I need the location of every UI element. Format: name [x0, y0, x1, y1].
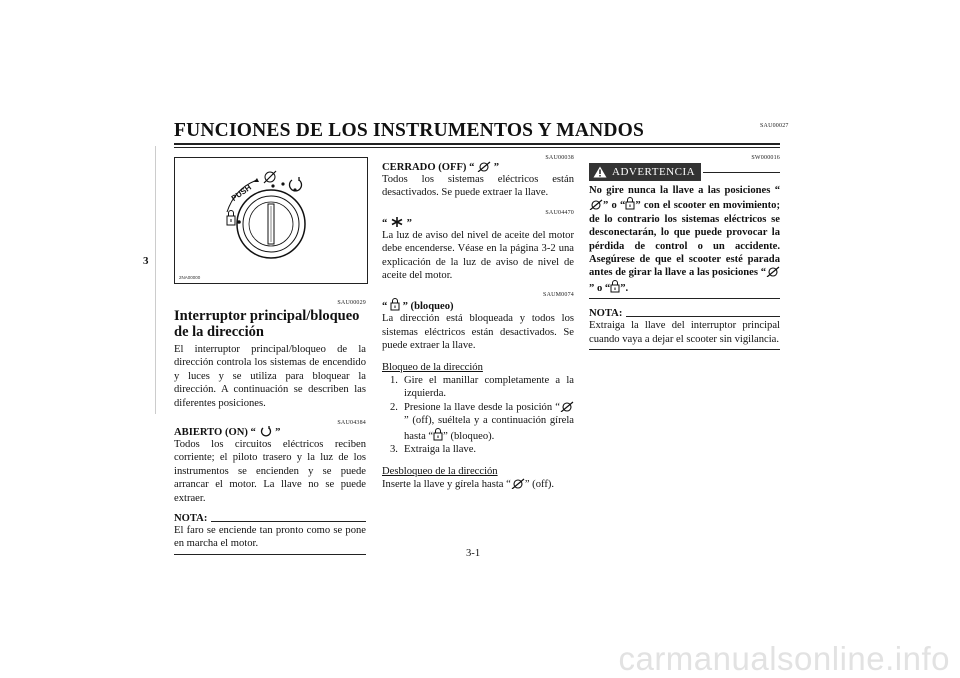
warning-banner — [589, 163, 780, 181]
lock-icon — [610, 280, 620, 293]
on-paragraph: Todos los circuitos eléctricos reciben corriente; el piloto trasero y la luz de los instrumentos se encienden y se puede arrancar el motor. La llave no se puede extraer. — [174, 439, 366, 504]
step-3: 3. Extraiga la llave. — [390, 444, 477, 456]
warning-label-box — [589, 163, 701, 181]
step-2: 2. Presione la llave desde la posición “” (off), suéltela y a continuación gírela hasta “ ” (bloqueo). — [390, 401, 574, 442]
watermark: carmanualsonline.info — [618, 640, 950, 677]
lock-paragraph: La dirección está bloqueada y todos los sistemas eléctricos están desactivados. Se puede extraer la llave. — [382, 313, 574, 352]
lock-icon — [390, 298, 400, 311]
title-rule-thin — [174, 147, 780, 148]
intro-paragraph: El interruptor principal/bloqueo de la dirección controla los sistemas de encendido y luces y se utiliza para bloquear la dirección. A continuación se describen las diferentes posiciones. — [174, 344, 366, 409]
step-1: 1. Gire el manillar completamente a la izquierda. — [390, 375, 574, 400]
title-code: SAU00027 — [760, 123, 789, 129]
nota-text: El faro se enciende tan pronto como se pone en marcha el motor. — [174, 525, 366, 550]
off-heading: CERRADO (OFF) “ ” — [382, 162, 499, 173]
chapter-tab — [140, 146, 155, 414]
ignition-switch-illustration — [175, 158, 367, 283]
section-code: SAU00029 — [337, 300, 366, 306]
off-crossed-icon — [560, 401, 574, 412]
lock-icon — [625, 197, 635, 210]
ignition-switch-figure — [174, 157, 368, 284]
column-2 — [382, 155, 574, 491]
oil-heading: “ ” — [382, 217, 412, 229]
off-code: SAU00038 — [545, 155, 574, 161]
figure-code: 2NA00000 — [179, 275, 201, 280]
on-code: SAU04384 — [337, 420, 366, 427]
nota-label: NOTA: — [174, 513, 208, 525]
desbloqueo-paragraph: Inserte la llave y gírela hasta “ ” (off). — [382, 478, 555, 490]
lock-icon — [433, 428, 443, 441]
section-heading: Interruptor principal/bloqueo de la dirección — [174, 308, 360, 340]
warning-triangle-icon — [593, 166, 607, 178]
push-label: PUSH — [229, 182, 254, 203]
chapter-number: 3 — [143, 255, 149, 267]
page-number: 3-1 — [466, 548, 481, 559]
oil-paragraph: La luz de aviso del nivel de aceite del motor debe encenderse. Véase en la página 3-2 una explicación de la luz de aviso de nivel de aceite del motor. — [382, 229, 574, 282]
off-crossed-icon — [589, 199, 603, 210]
off-crossed-icon — [264, 171, 276, 183]
warning-label: ADVERTENCIA — [612, 166, 696, 178]
lock-code: SAUM0074 — [543, 292, 574, 299]
off-paragraph: Todos los sistemas eléctricos están desactivados. Se puede extraer la llave. — [382, 174, 574, 199]
off-crossed-icon — [477, 161, 491, 172]
desbloqueo-title: Desbloqueo de la dirección — [382, 465, 498, 477]
warning-code: SW000016 — [751, 155, 780, 161]
title-rule — [174, 143, 780, 145]
nota-box-2 — [589, 308, 780, 319]
nota-label-2: NOTA: — [589, 308, 623, 320]
on-heading: ABIERTO (ON) “ ” — [174, 427, 281, 439]
nota-text-2: Extraiga la llave del interruptor principal cuando vaya a dejar el scooter sin vigilancia. — [589, 320, 780, 345]
column-3 — [589, 155, 780, 350]
off-crossed-icon — [766, 266, 780, 277]
off-crossed-icon — [511, 478, 525, 489]
bloqueo-title: Bloqueo de la dirección — [382, 361, 483, 373]
on-ring-icon — [259, 426, 273, 437]
oil-warning-icon — [390, 216, 404, 228]
warning-text: No gire nunca la llave a las posiciones “” o “ ” con el scooter en movimiento; de lo contrario los sistemas eléctricos se desconectarán, lo que puede provocar la pérdida de control o un accidente. Asegúrese de que el scooter esté parada antes de girar la llave a las posiciones “” o “ ”. — [589, 185, 781, 294]
lock-icon — [227, 211, 235, 226]
column-1 — [174, 300, 366, 555]
lock-heading: “ ” (bloqueo) — [382, 298, 574, 312]
oil-code: SAU04470 — [545, 209, 574, 216]
page-title: FUNCIONES DE LOS INSTRUMENTOS Y MANDOS — [174, 120, 645, 141]
nota-box — [174, 513, 366, 524]
